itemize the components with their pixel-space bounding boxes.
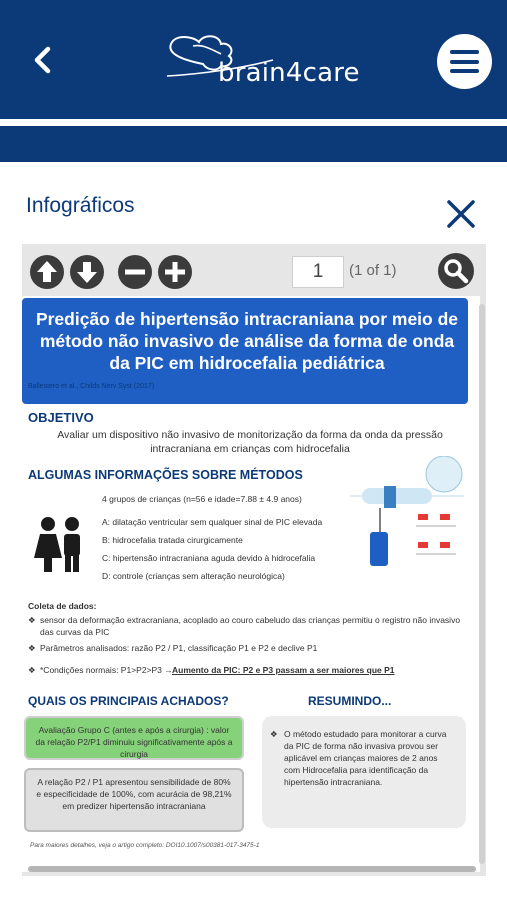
footnote: Para maiores detalhes, veja o artigo completo: DOI10.1007/s00381-017-3475-1 (30, 842, 260, 849)
bullet-icon: ❖ (270, 729, 278, 739)
objective-text: Avaliar um dispositivo não invasivo de monitorização da forma da onda da pressão intracraniana em crianças com hidrocefalia (57, 429, 443, 455)
group-d: D: controle (crianças sem alteração neurológica) (102, 571, 285, 581)
collection-item-2: Parâmetros analisados: razão P2 / P1, classificação P1 e P2 e declive P1 (40, 643, 318, 653)
viewer-toolbar (22, 244, 486, 296)
summary-heading: RESUMINDO... (308, 694, 392, 708)
group-a: A: dilatação ventricular sem qualquer sinal de PIC elevada (102, 517, 323, 527)
objective-heading: OBJETIVO (28, 410, 94, 425)
normal-conditions-emphasis: Aumento da PIC: P2 e P3 passam a ser maiores que P1 (172, 665, 395, 675)
document-authors: Ballestero et al., Childs Nerv Syst (2017) (28, 383, 155, 390)
close-button[interactable] (444, 197, 478, 231)
methods-heading: ALGUMAS INFORMAÇÕES SOBRE MÉTODOS (28, 468, 303, 482)
hamburger-icon-bar (450, 69, 479, 73)
groups-line: 4 grupos de crianças (n=56 e idade=7.88 ± 4.9 anos) (102, 494, 302, 504)
collection-heading: Coleta de dados: (28, 601, 97, 611)
arrow-up-icon (30, 255, 64, 289)
hamburger-icon-bar (450, 60, 479, 64)
pdf-viewer (22, 244, 486, 876)
findings-heading: QUAIS OS PRINCIPAIS ACHADOS? (28, 694, 229, 708)
zoom-out-icon (118, 255, 152, 289)
page-number-input[interactable]: 1 (292, 256, 344, 288)
document-title: Predição de hipertensão intracraniana por meio de método não invasivo de análise da forma de onda da PIC em hidrocefalia pediátrica (35, 309, 459, 373)
document-banner (22, 298, 468, 404)
search-button[interactable] (438, 253, 474, 289)
page-count: (1 of 1) (349, 262, 397, 279)
search-icon (438, 253, 474, 289)
zoom-in-icon (158, 255, 192, 289)
finding-card-gray: A relação P2 / P1 apresentou sensibilidade de 80% e especificidade de 100%, com acurácia de 98,21% em predizer hipertensão intracraniana (24, 768, 244, 832)
vertical-scrollbar[interactable] (479, 304, 485, 864)
zoom-out-button[interactable] (118, 255, 152, 289)
finding-card-green: Avaliação Grupo C (antes e após a cirurgia) : valor da relação P2/P1 diminuiu significativamente após a cirurgia (24, 716, 244, 760)
children-icon (32, 514, 88, 574)
summary-text: O método estudado para monitorar a curva da PIC de forma não invasiva provou ser aplicável em crianças maiores de 2 anos com Hidrocefalia para identificação da hipertensão intracraniana. (284, 729, 447, 787)
chevron-left-icon (28, 40, 60, 80)
menu-button[interactable] (437, 34, 492, 89)
hamburger-icon (450, 50, 479, 54)
bullet-icon: ❖ (28, 615, 36, 625)
summary-card (262, 716, 466, 828)
arrow-down-icon (70, 255, 104, 289)
header-divider (0, 119, 507, 126)
document-page[interactable] (22, 296, 480, 872)
bullet-icon: ❖ (28, 643, 36, 653)
back-button[interactable] (28, 40, 60, 80)
zoom-in-button[interactable] (158, 255, 192, 289)
group-c: C: hipertensão intracraniana aguda devido à hidrocefalia (102, 553, 316, 563)
normal-conditions: *Condições normais: P1>P2>P3 → (40, 665, 173, 675)
app-header (0, 0, 507, 162)
brand-name: brain4care (218, 58, 360, 88)
collection-item-1: sensor da deformação extracraniana, acoplado ao couro cabeludo das crianças permitiu o registro não invasivo das curvas da PIC (40, 615, 461, 637)
previous-page-button[interactable] (30, 255, 64, 289)
next-page-button[interactable] (70, 255, 104, 289)
group-b: B: hidrocefalia tratada cirurgicamente (102, 535, 243, 545)
modal-title: Infográficos (26, 194, 135, 217)
sensor-illustration-icon (344, 456, 470, 596)
close-icon (444, 197, 478, 231)
bullet-icon: ❖ (28, 665, 36, 675)
horizontal-scrollbar[interactable] (28, 866, 476, 872)
